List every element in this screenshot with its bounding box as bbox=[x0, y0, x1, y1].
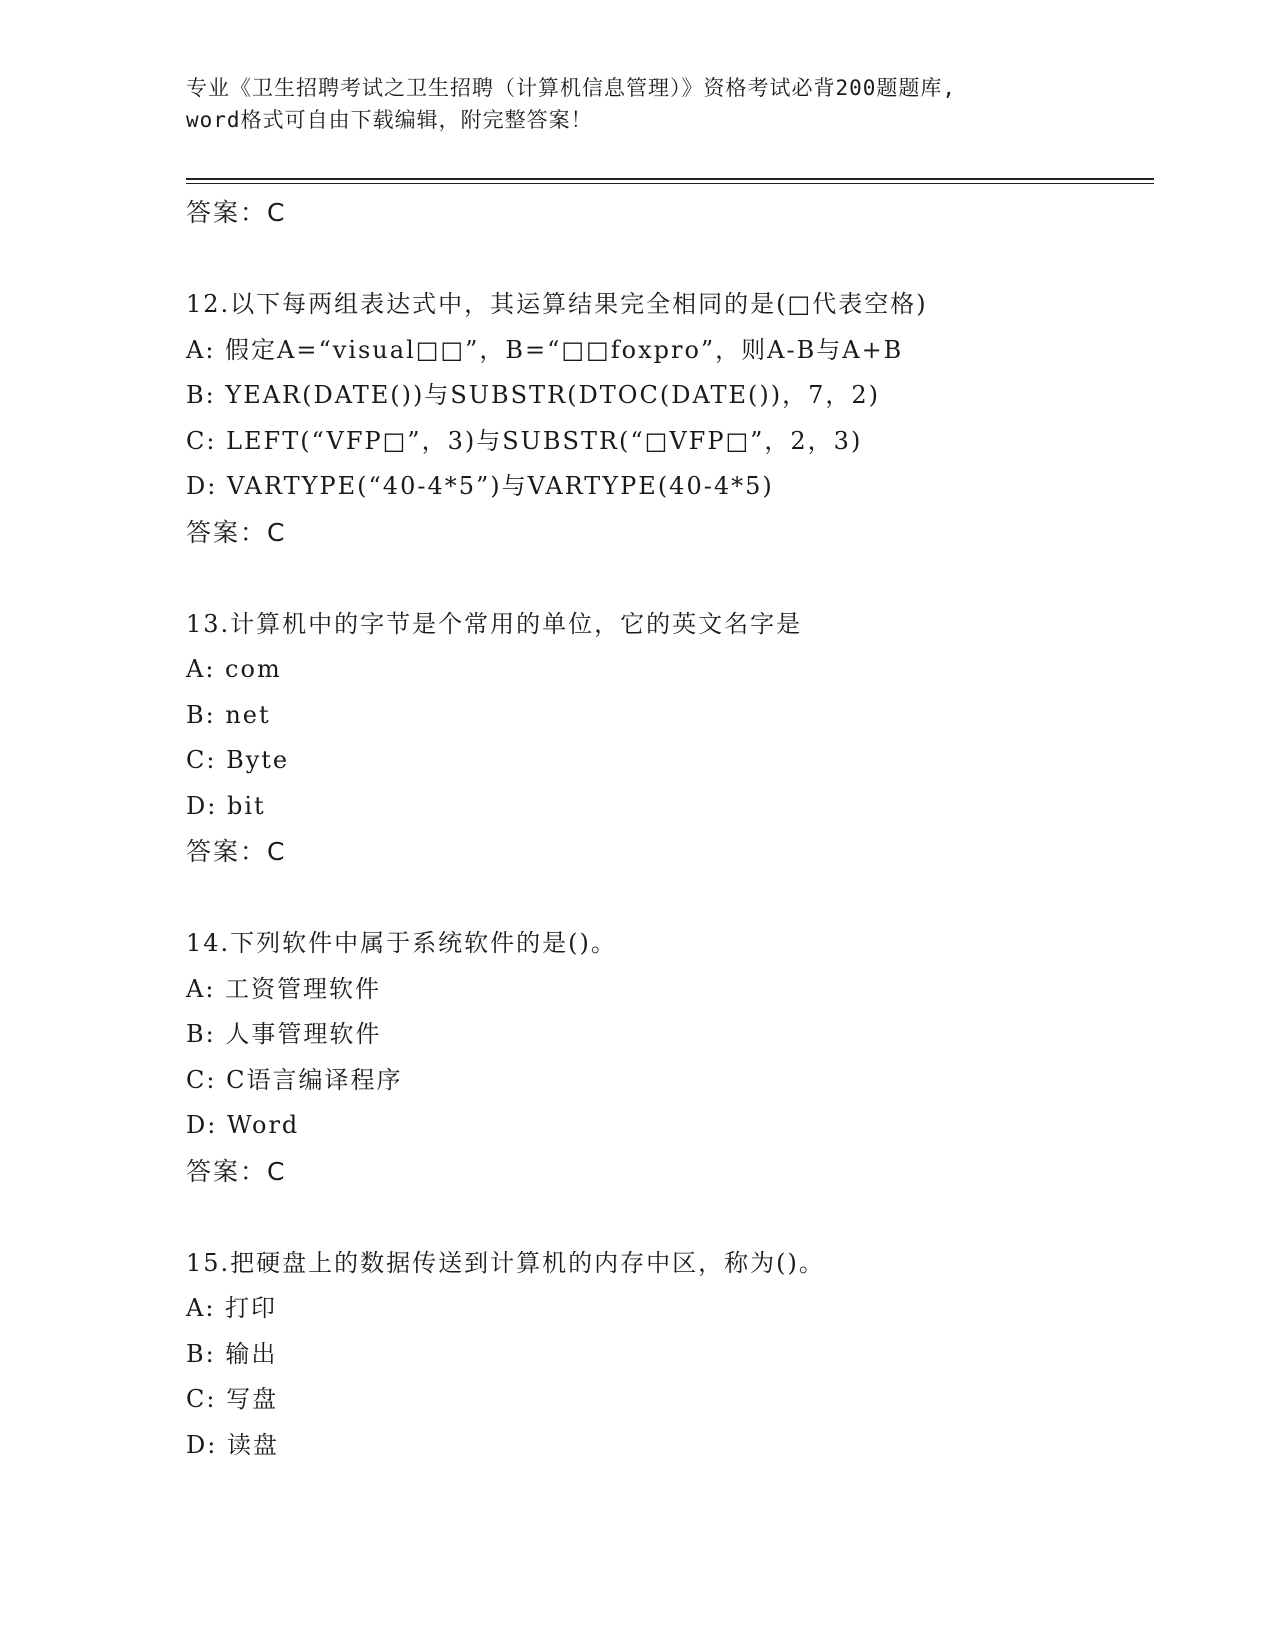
question-title: 15.把硬盘上的数据传送到计算机的内存中区，称为()。 bbox=[186, 1248, 825, 1277]
option-c: C: 写盘 bbox=[186, 1385, 279, 1413]
option-b: B: 人事管理软件 bbox=[186, 1020, 382, 1048]
question-14 bbox=[186, 921, 1154, 1195]
option-b: B: net bbox=[186, 700, 271, 729]
option-c: C: LEFT(“VFP□”，3)与SUBSTR(“□VFP□”，2，3) bbox=[186, 426, 863, 455]
document-header bbox=[186, 72, 1086, 136]
option-d: D: VARTYPE(“40-4*5”)与VARTYPE(40-4*5) bbox=[186, 472, 774, 500]
question-12 bbox=[186, 282, 1154, 556]
option-a: A: 打印 bbox=[186, 1294, 278, 1322]
document-body bbox=[186, 190, 1154, 1468]
option-d: D: bit bbox=[186, 791, 266, 820]
option-a: A: 假定A=“visual□□”，B=“□□foxpro”，则A-B与A+B bbox=[186, 335, 904, 364]
header-line-1: 专业《卫生招聘考试之卫生招聘（计算机信息管理）》资格考试必背200题题库, bbox=[186, 76, 957, 100]
answer-label: 答案：C bbox=[186, 517, 287, 547]
question-title: 12.以下每两组表达式中，其运算结果完全相同的是(□代表空格) bbox=[186, 290, 928, 318]
answer-label: 答案：C bbox=[186, 837, 287, 866]
question-title: 13.计算机中的字节是个常用的单位，它的英文名字是 bbox=[186, 609, 803, 638]
option-d: D: Word bbox=[186, 1111, 300, 1139]
header-line-2: word格式可自由下载编辑，附完整答案！ bbox=[186, 108, 593, 132]
option-b: B: 输出 bbox=[186, 1339, 278, 1368]
option-a: A: 工资管理软件 bbox=[186, 974, 382, 1003]
header-divider-thin bbox=[186, 183, 1154, 184]
question-13 bbox=[186, 602, 1154, 876]
option-b: B: YEAR(DATE())与SUBSTR(DTOC(DATE())，7，2) bbox=[186, 381, 880, 409]
option-c: C: Byte bbox=[186, 746, 290, 774]
option-d: D: 读盘 bbox=[186, 1430, 279, 1459]
question-15 bbox=[186, 1241, 1154, 1469]
answer-label: 答案：C bbox=[186, 1156, 287, 1186]
option-c: C: C语言编译程序 bbox=[186, 1065, 403, 1094]
header-divider-thick bbox=[186, 178, 1154, 180]
answer-label: 答案：C bbox=[186, 198, 287, 227]
question-title: 14.下列软件中属于系统软件的是()。 bbox=[186, 929, 617, 957]
option-a: A: com bbox=[186, 655, 282, 683]
